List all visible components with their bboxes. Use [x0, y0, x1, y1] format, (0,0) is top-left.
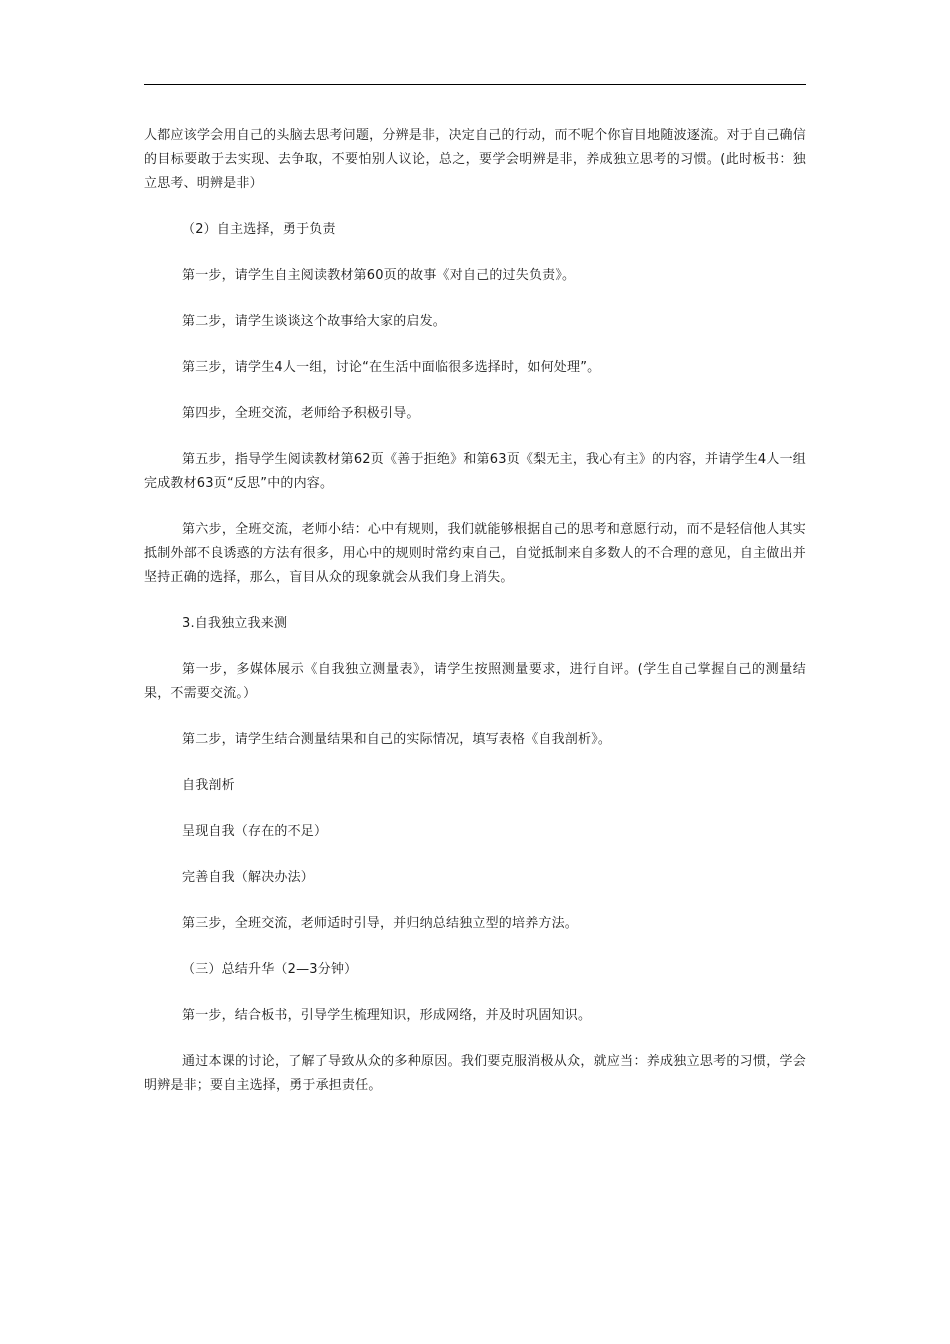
paragraph-13: 呈现自我（存在的不足）	[182, 824, 328, 839]
paragraph-18: 通过本课的讨论，了解了导致从众的多种原因。我们要克服消极从众，就应当：养成独立思考的习惯，学会明辨是非；要自主选择，勇于承担责任。	[144, 1054, 806, 1093]
paragraph-5: 第三步，请学生4人一组，讨论“在生活中面临很多选择时，如何处理”。	[182, 360, 601, 375]
paragraph-8: 第六步，全班交流，老师小结：心中有规则，我们就能够根据自己的思考和意愿行动，而不是轻信他人其实抵制外部不良诱惑的方法有很多，用心中的规则时常约束自己，自觉抵制来自多数人的不合理的意见，自主做出并坚持正确的选择，那么，盲目从众的现象就会从我们身上消失。	[144, 522, 806, 585]
paragraph-1: 人都应该学会用自己的头脑去思考问题，分辨是非，决定自己的行动，而不呢个你盲目地随波逐流。对于自己确信的目标要敢于去实现、去争取，不要怕别人议论，总之，要学会明辨是非，养成独立思考的习惯。(此时板书：独立思考、明辨是非）	[144, 128, 806, 191]
paragraph-10: 第一步，多媒体展示《自我独立测量表》，请学生按照测量要求，进行自评。(学生自己掌握自己的测量结果，不需要交流。）	[144, 662, 806, 701]
paragraph-9: 3.自我独立我来测	[182, 616, 288, 631]
document-body	[144, 124, 806, 1120]
paragraph-16: （三）总结升华（2—3分钟）	[182, 962, 358, 977]
paragraph-3: 第一步，请学生自主阅读教材第60页的故事《对自己的过失负责》。	[182, 268, 576, 283]
paragraph-6: 第四步，全班交流，老师给予积极引导。	[182, 406, 420, 421]
paragraph-12: 自我剖析	[182, 778, 235, 793]
paragraph-2: （2）自主选择，勇于负责	[182, 222, 336, 237]
paragraph-17: 第一步，结合板书，引导学生梳理知识，形成网络，并及时巩固知识。	[182, 1008, 592, 1023]
paragraph-15: 第三步，全班交流，老师适时引导，并归纳总结独立型的培养方法。	[182, 916, 579, 931]
paragraph-7: 第五步，指导学生阅读教材第62页《善于拒绝》和第63页《梨无主，我心有主》的内容，并请学生4人一组完成教材63页“反思”中的内容。	[144, 452, 806, 491]
header-divider	[144, 84, 806, 85]
paragraph-4: 第二步，请学生谈谈这个故事给大家的启发。	[182, 314, 447, 329]
paragraph-14: 完善自我（解决办法）	[182, 870, 315, 885]
paragraph-11: 第二步，请学生结合测量结果和自己的实际情况，填写表格《自我剖析》。	[182, 732, 612, 747]
